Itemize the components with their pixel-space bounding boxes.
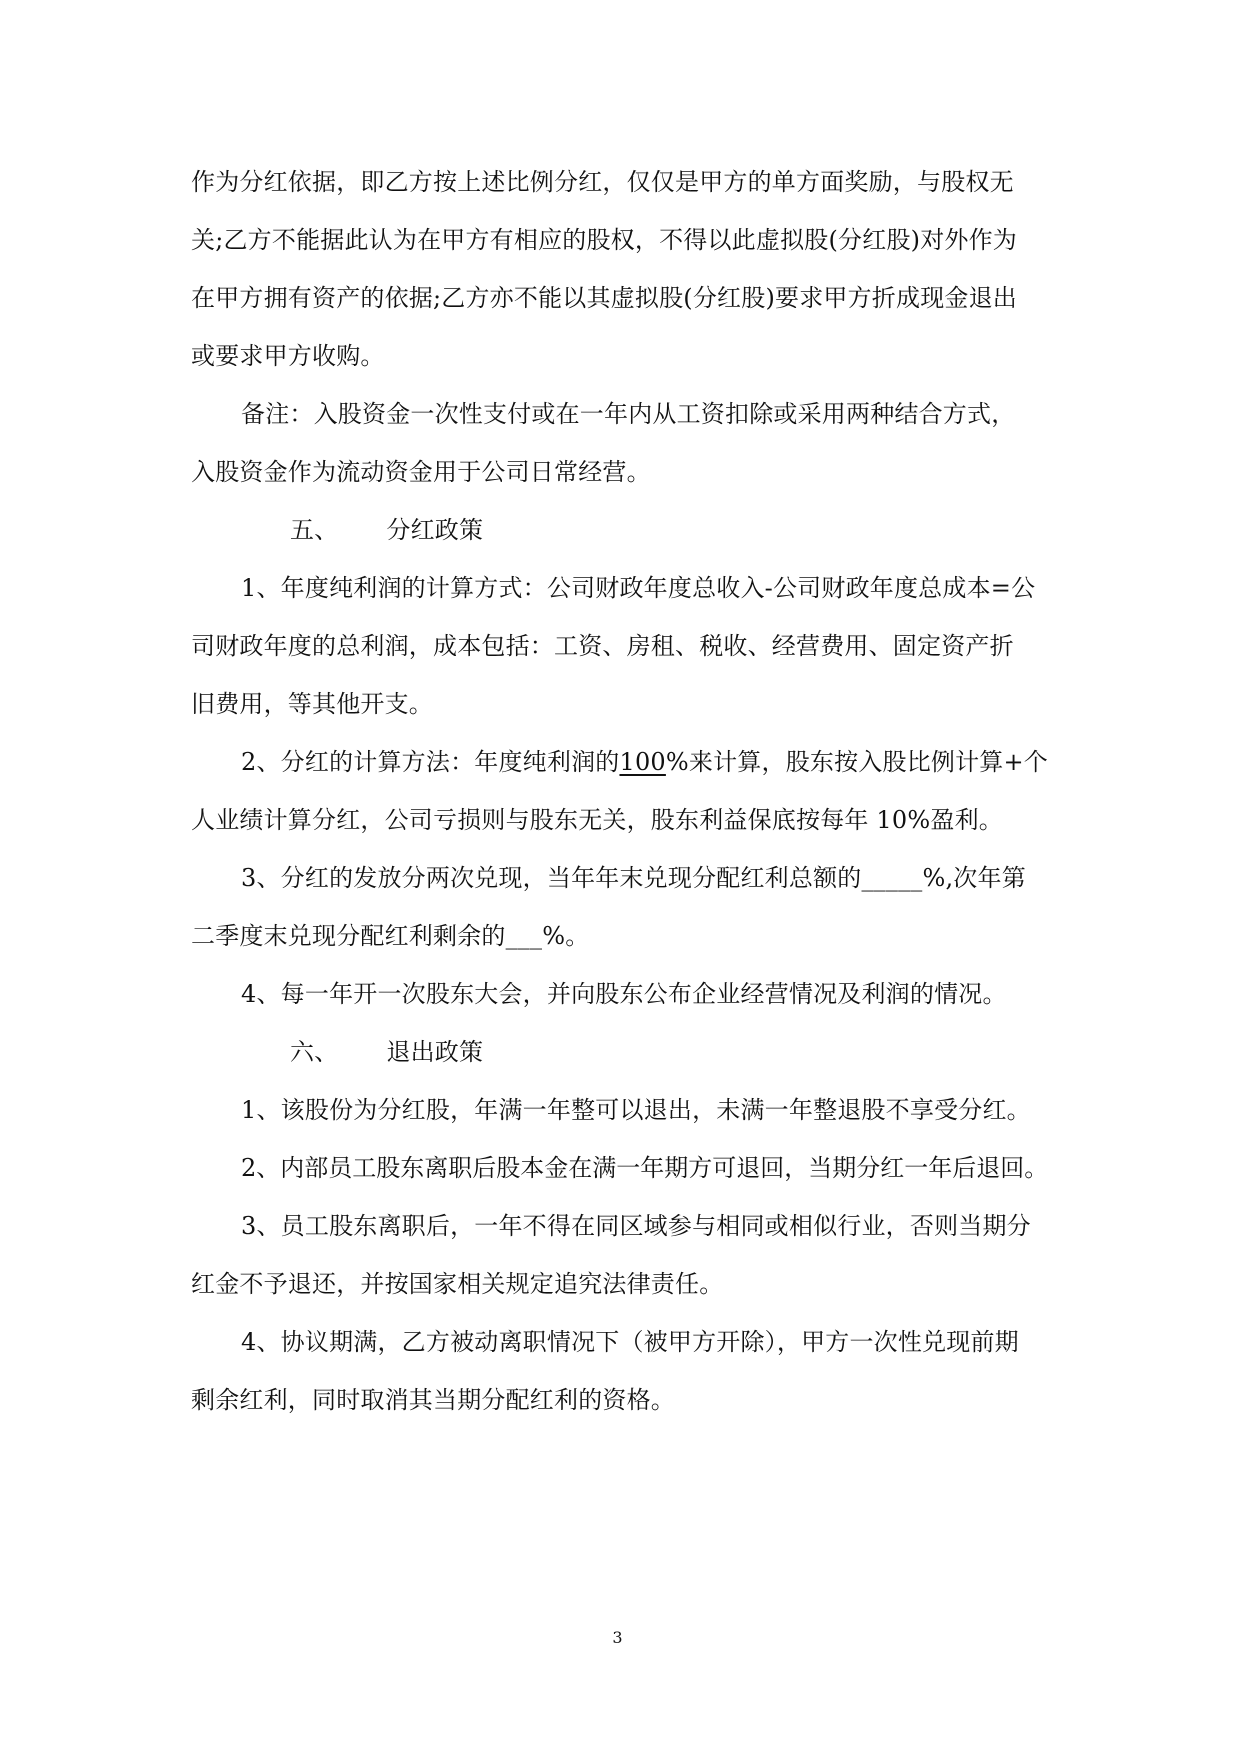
- body-line-4: 或要求甲方收购。: [191, 342, 385, 370]
- dividend-percent-underlined: 100: [619, 748, 666, 776]
- dividend-item-2-line-2: 人业绩计算分红，公司亏损则与股东无关，股东利益保底按每年 10%盈利。: [191, 806, 1003, 834]
- dividend-item-1-line-3: 旧费用，等其他开支。: [191, 690, 433, 718]
- exit-item-1: 1、该股份为分红股，年满一年整可以退出，未满一年整退股不享受分红。: [241, 1096, 1031, 1124]
- dividend-item-2-prefix: 2、分红的计算方法：年度纯利润的: [241, 748, 620, 776]
- exit-item-3-line-1: 3、员工股东离职后，一年不得在同区域参与相同或相似行业，否则当期分: [241, 1212, 1031, 1240]
- body-line-3: 在甲方拥有资产的依据;乙方亦不能以其虚拟股(分红股)要求甲方折成现金退出: [191, 284, 1018, 312]
- section-5-title: 分红政策: [386, 516, 484, 544]
- exit-item-4-line-2: 剩余红利，同时取消其当期分配红利的资格。: [191, 1386, 675, 1414]
- exit-item-4-line-1: 4、协议期满，乙方被动离职情况下（被甲方开除），甲方一次性兑现前期: [241, 1328, 1019, 1356]
- exit-item-2: 2、内部员工股东离职后股本金在满一年期方可退回，当期分红一年后退回。: [241, 1154, 1049, 1182]
- section-5-number: 五、: [290, 516, 339, 544]
- section-heading-6: [290, 1037, 483, 1067]
- section-heading-5: [290, 515, 483, 545]
- exit-item-3-line-2: 红金不予退还，并按国家相关规定追究法律责任。: [191, 1270, 724, 1298]
- dividend-item-4: 4、每一年开一次股东大会，并向股东公布企业经营情况及利润的情况。: [241, 980, 1007, 1008]
- body-line-1: 作为分红依据，即乙方按上述比例分红，仅仅是甲方的单方面奖励，与股权无: [191, 168, 1014, 196]
- dividend-item-3-line-2: 二季度末兑现分配红利剩余的___%。: [191, 922, 590, 950]
- dividend-item-1-line-1: 1、年度纯利润的计算方式：公司财政年度总收入-公司财政年度总成本=公: [241, 574, 1036, 602]
- dividend-item-2-line-1: [241, 747, 1048, 777]
- dividend-item-2-suffix: %来计算，股东按入股比例计算+个: [665, 748, 1049, 776]
- section-6-number: 六、: [290, 1038, 339, 1066]
- dividend-item-1-line-2: 司财政年度的总利润，成本包括：工资、房租、税收、经营费用、固定资产折: [191, 632, 1014, 660]
- section-6-title: 退出政策: [386, 1038, 484, 1066]
- note-line-2: 入股资金作为流动资金用于公司日常经营。: [191, 458, 651, 486]
- dividend-item-3-line-1: 3、分红的发放分两次兑现，当年年末兑现分配红利总额的_____%,次年第: [241, 864, 1026, 892]
- body-line-2: 关;乙方不能据此认为在甲方有相应的股权，不得以此虚拟股(分红股)对外作为: [191, 226, 1018, 254]
- page-number: 3: [612, 1628, 623, 1647]
- note-line-1: 备注：入股资金一次性支付或在一年内从工资扣除或采用两种结合方式，: [241, 400, 1016, 428]
